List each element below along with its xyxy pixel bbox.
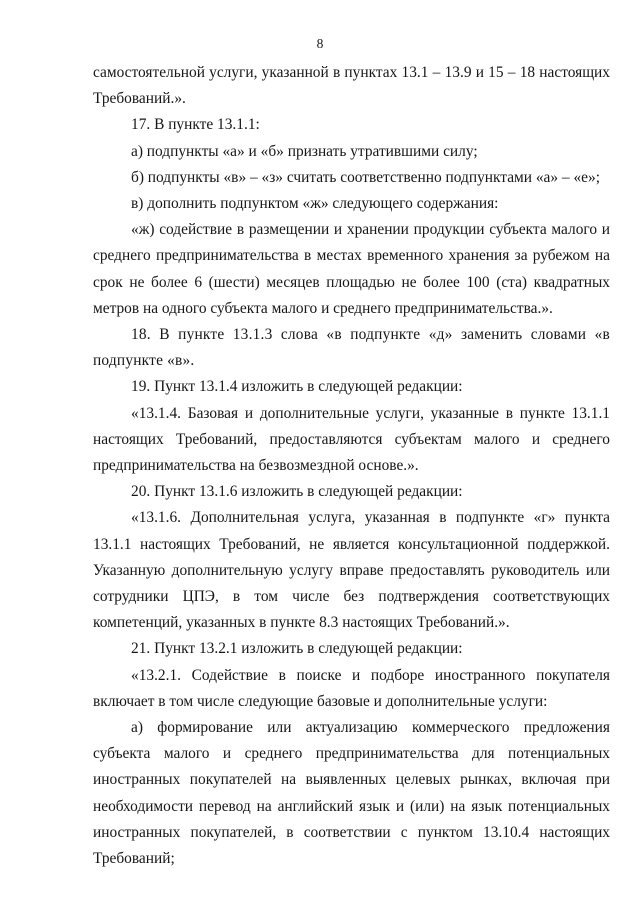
paragraph-subitem-a: а) подпункты «а» и «б» признать утратившими силу;	[131, 142, 478, 160]
paragraph-subitem-b: б) подпункты «в» – «з» считать соответственно подпунктами «а» – «е»;	[131, 168, 600, 186]
paragraph-quote-zh: «ж) содействие в размещении и хранении продукции субъекта малого и среднего предпринимательства в местах временного хранения за рубежом на срок не более 6 (шести) месяцев площадью не более 100 (ста) квадратных метров на одного субъекта малого и среднего предпринимательства.».	[93, 221, 610, 317]
paragraph-subitem-a-2: а) формирование или актуализацию коммерческого предложения субъекта малого и среднего предпринимательства для потенциальных иностранных покупателей на выявленных целевых рынках, включая при необходимости перевод на английский язык и (или) на язык потенциальных иностранных покупателей, в соответствии с пунктом 13.10.4 настоящих Требований;	[93, 719, 610, 868]
document-body	[93, 60, 610, 872]
paragraph-item-19: 19. Пункт 13.1.4 изложить в следующей редакции:	[131, 378, 463, 396]
paragraph-item-17: 17. В пункте 13.1.1:	[131, 116, 260, 134]
page-number: 8	[316, 36, 324, 51]
paragraph-subitem-v: в) дополнить подпунктом «ж» следующего содержания:	[131, 195, 499, 213]
paragraph-item-20: 20. Пункт 13.1.6 изложить в следующей редакции:	[131, 483, 463, 501]
paragraph-item-21: 21. Пункт 13.2.1 изложить в следующей редакции:	[131, 640, 463, 658]
paragraph-item-18: 18. В пункте 13.1.3 слова «в подпункте «д» заменить словами «в подпункте «в».	[93, 326, 610, 370]
paragraph-quote-13-2-1: «13.2.1. Содействие в поиске и подборе иностранного покупателя включает в том числе следующие базовые и дополнительные услуги:	[93, 666, 610, 710]
paragraph-continuation: самостоятельной услуги, указанной в пунктах 13.1 – 13.9 и 15 – 18 настоящих Требований.».	[93, 64, 610, 108]
paragraph-quote-13-1-4: «13.1.4. Базовая и дополнительные услуги, указанные в пункте 13.1.1 настоящих Требований, предоставляются субъектам малого и среднего предпринимательства на безвозмездной основе.».	[93, 404, 610, 475]
paragraph-quote-13-1-6: «13.1.6. Дополнительная услуга, указанная в подпункте «г» пункта 13.1.1 настоящих Требований, не является консультационной поддержкой. Указанную дополнительную услугу вправе предоставлять руководитель или сотрудники ЦПЭ, в том числе без подтверждения соответствующих компетенций, указанных в пункте 8.3 настоящих Требований.».	[93, 509, 610, 632]
